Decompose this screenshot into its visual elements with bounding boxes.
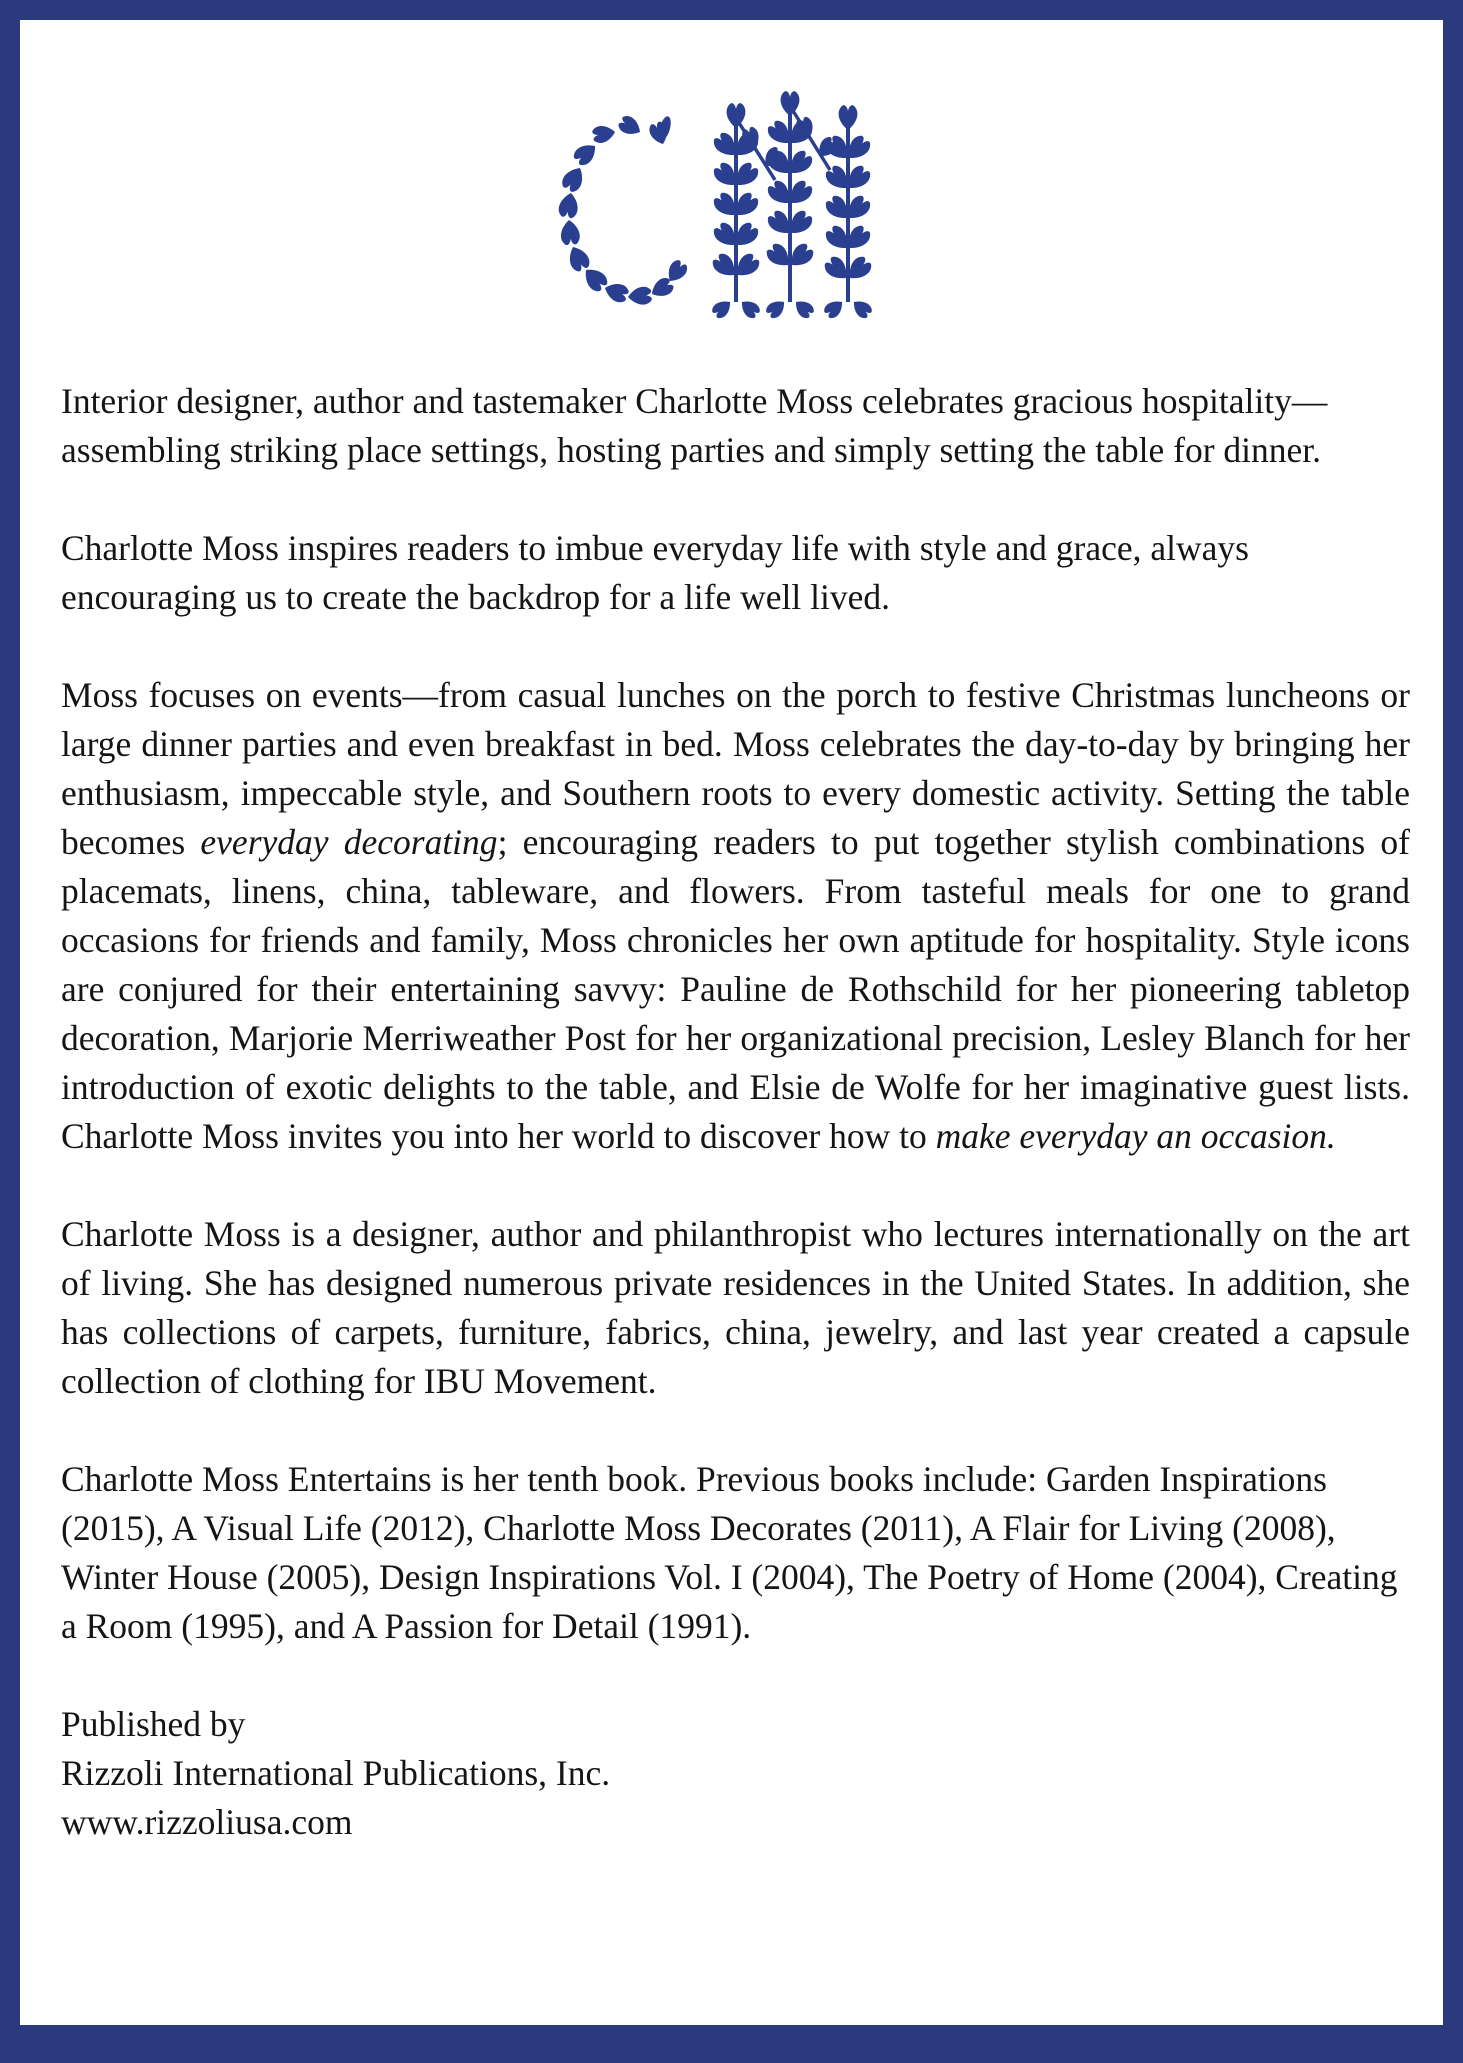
book-back-cover (20, 20, 1443, 2025)
inspiration-paragraph: Charlotte Moss inspires readers to imbue everyday life with style and grace, always encouraging us to create the backdrop for a life well lived. (61, 528, 1249, 617)
intro-paragraph: Interior designer, author and tastemaker Charlotte Moss celebrates gracious hospitality— assembling striking place settings, hosting parties and simply setting the table for dinner. (61, 381, 1328, 470)
description-text-part-2: ; encouraging readers to put together stylish combinations of placemats, linens, china, tableware, and flowers. From tasteful meals for one to grand occasions for friends and family, Moss chronicles her own aptitude for hospitality. Style icons are conjured for their entertaining savvy: Pauline de Rothschild for her pioneering tabletop decoration, Marjorie Merriweather Post for her organizational precision, Lesley Blanch for her introduction of exotic delights to the table, and Elsie de Wolfe for her imaginative guest lists. Charlotte Moss invites you into her world to discover how to (61, 822, 1411, 1156)
description-emphasis-1: everyday decorating (200, 822, 498, 862)
back-cover-text (61, 377, 1410, 1847)
description-emphasis-2: make everyday an occasion. (935, 1116, 1336, 1156)
monogram-letter-c (557, 113, 689, 305)
publisher-info (61, 1700, 1410, 1847)
cm-monogram-logo (500, 40, 980, 360)
publisher-name: Rizzoli International Publications, Inc. (61, 1753, 611, 1793)
description-paragraph (61, 671, 1410, 1161)
published-by-label: Published by (61, 1704, 246, 1744)
publisher-website: www.rizzoliusa.com (61, 1802, 353, 1842)
description-text-part-1: Moss focuses on events—from casual lunches on the porch to festive Christmas luncheons or large dinner parties and even breakfast in bed. Moss celebrates the day-to-day by bringing her enthusiasm, impeccable style, and Southern roots to every domestic activity. Setting the table becomes (61, 675, 1410, 862)
previous-books-paragraph: Charlotte Moss Entertains is her tenth book. Previous books include: Garden Inspirations (2015), A Visual Life (2012), Charlotte Moss Decorates (2011), A Flair for Living (2008), Winter House (2005), Design Inspirations Vol. I (2004), The Poetry of Home (2004), Creating a Room (1995), and A Passion for Detail (1991). (61, 1459, 1398, 1646)
author-bio-paragraph: Charlotte Moss is a designer, author and philanthropist who lectures internationally on the art of living. She has designed numerous private residences in the United States. In addition, she has collections of carpets, furniture, fabrics, china, jewelry, and last year created a capsule collection of clothing for IBU Movement. (61, 1214, 1410, 1401)
